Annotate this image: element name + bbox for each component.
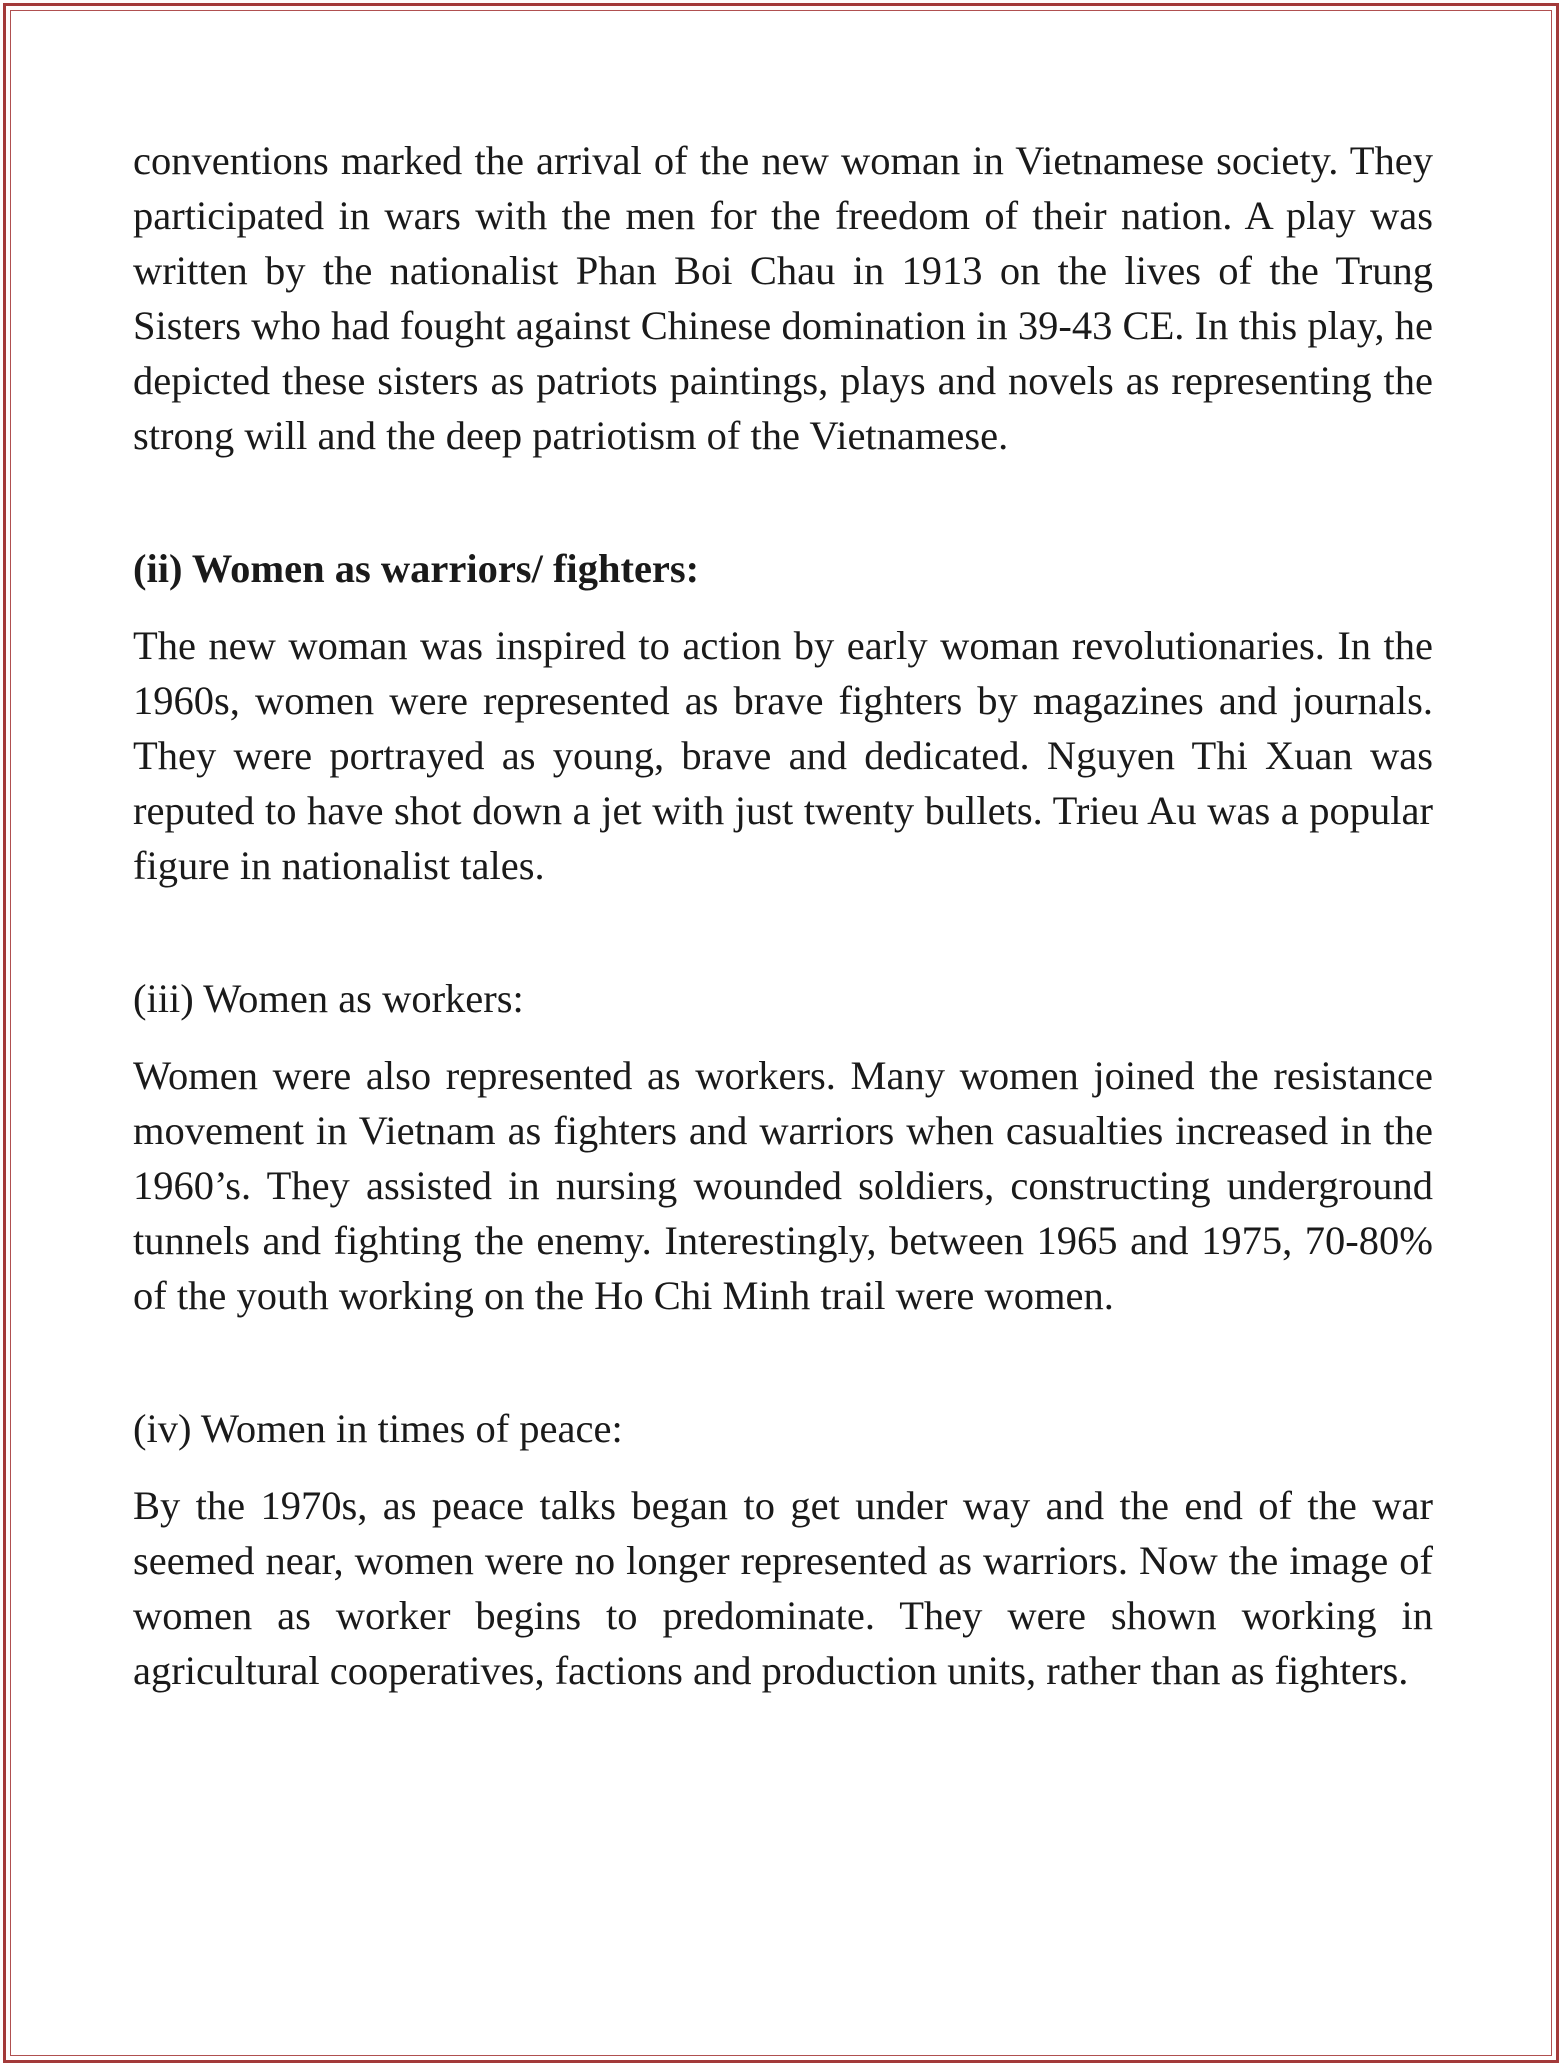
section-body-peace: By the 1970s, as peace talks began to get under way and the end of the war seemed near, women were no longer represented as warriors. Now the image of women as worker begins to predominate. They were shown working in agricultural cooperatives, factions and production units, rather than as fighters. <box>133 1483 1433 1693</box>
section-heading-warriors: (ii) Women as warriors/ fighters: <box>133 546 700 591</box>
section-heading-peace: (iv) Women in times of peace: <box>133 1406 623 1451</box>
page-content <box>133 133 1433 1698</box>
section-body-warriors: The new woman was inspired to action by early woman revolutionaries. In the 1960s, women were represented as brave fighters by magazines and journals. They were portrayed as young, brave and dedicated. Nguyen Thi Xuan was reputed to have shot down a jet with just twenty bullets. Trieu Au was a popular figure in nationalist tales. <box>133 623 1433 888</box>
section-heading-workers: (iii) Women as workers: <box>133 976 524 1021</box>
intro-paragraph: conventions marked the arrival of the new woman in Vietnamese society. They participated in wars with the men for the freedom of their nation. A play was written by the nationalist Phan Boi Chau in 1913 on the lives of the Trung Sisters who had fought against Chinese domination in 39-43 CE. In this play, he depicted these sisters as patriots paintings, plays and novels as representing the strong will and the deep patriotism of the Vietnamese. <box>133 138 1433 458</box>
section-body-workers: Women were also represented as workers. Many women joined the resistance movement in Vietnam as fighters and warriors when casualties increased in the 1960’s. They assisted in nursing wounded soldiers, constructing underground tunnels and fighting the enemy. Interestingly, between 1965 and 1975, 70-80% of the youth working on the Ho Chi Minh trail were women. <box>133 1053 1433 1318</box>
